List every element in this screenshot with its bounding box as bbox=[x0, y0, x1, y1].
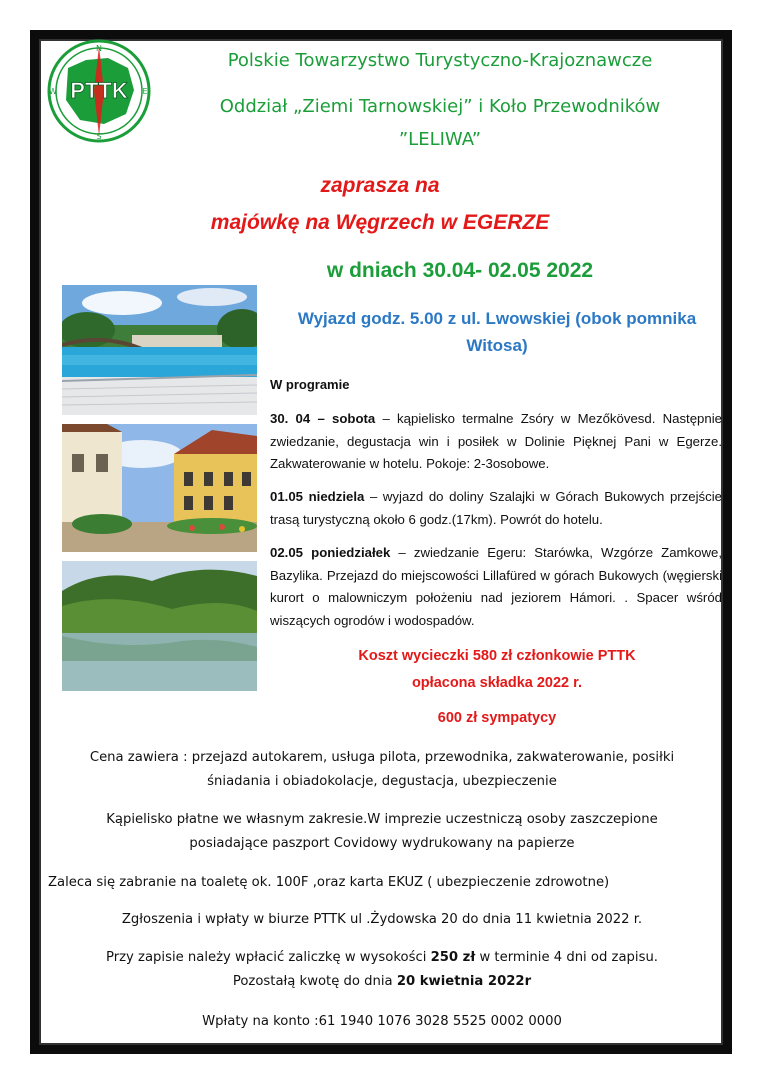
includes-line1: Cena zawiera : przejazd autokarem, usługa pilota, przewodnika, zakwaterowanie, posiłki bbox=[89, 750, 675, 765]
svg-text:N: N bbox=[96, 44, 102, 53]
includes-line2: śniadania i obiadokolacje, degustacja, ubezpieczenie bbox=[207, 774, 557, 789]
deposit-info bbox=[44, 946, 720, 994]
program-day-3 bbox=[270, 542, 722, 632]
logo-text: PTTK bbox=[70, 78, 128, 103]
pool-info bbox=[44, 808, 720, 856]
pool-line2: posiadające paszport Covidowy wydrukowany na papierze bbox=[189, 836, 575, 851]
lake-forest-photo bbox=[62, 561, 257, 691]
pool-line1: Kąpielisko płatne we własnym zakresie.W imprezie uczestniczą osoby zaszczepione bbox=[106, 812, 658, 827]
cost-line2: opłacona składka 2022 r. bbox=[411, 675, 583, 691]
deposit-prefix: Przy zapisie należy wpłacić zaliczkę w wysokości bbox=[105, 950, 431, 965]
deposit-line bbox=[44, 946, 720, 970]
day-2-heading: 01.05 niedziela bbox=[270, 489, 365, 504]
program-day-2 bbox=[270, 486, 722, 531]
remainder-prefix: Pozostałą kwotę do dnia bbox=[232, 974, 397, 989]
day-1-heading: 30. 04 – sobota bbox=[270, 411, 376, 426]
day-3-heading: 02.05 poniedziałek bbox=[270, 545, 391, 560]
day-2-text: – wyjazd do doliny Szalajki w Górach Bukowych przejście trasą turystyczną około 6 godz.(17km). Powrót do hotelu. bbox=[270, 489, 722, 527]
svg-text:E: E bbox=[142, 87, 148, 96]
cost-line1: Koszt wycieczki 580 zł członkowie PTTK bbox=[358, 648, 636, 664]
deposit-amount: 250 zł bbox=[430, 950, 476, 965]
org-branch: Oddział „Ziemi Tarnowskiej” i Koło Przewodników bbox=[219, 96, 661, 117]
departure-line1: Wyjazd godz. 5.00 z ul. Lwowskiej (obok pomnika bbox=[297, 309, 697, 328]
org-name: Polskie Towarzystwo Turystyczno-Krajoznawcze bbox=[227, 50, 653, 71]
thermal-pool-photo bbox=[62, 285, 257, 415]
bank-account: Wpłaty na konto :61 1940 1076 3028 5525 0002 0000 bbox=[202, 1014, 562, 1029]
invitation-line1: zaprasza na bbox=[320, 174, 440, 197]
trip-dates: w dniach 30.04- 02.05 2022 bbox=[326, 259, 594, 282]
departure-info bbox=[272, 305, 722, 359]
price-includes bbox=[44, 746, 720, 794]
org-circle: ”LELIWA” bbox=[398, 129, 482, 150]
eger-buildings-photo bbox=[62, 424, 257, 552]
registration-info: Zgłoszenia i wpłaty w biurze PTTK ul .Żydowska 20 do dnia 11 kwietnia 2022 r. bbox=[121, 912, 643, 927]
cost-members bbox=[282, 643, 712, 697]
remainder-date: 20 kwietnia 2022r bbox=[396, 974, 532, 989]
departure-line2: Witosa) bbox=[466, 336, 528, 355]
day-3-text: – zwiedzanie Egeru: Starówka, Wzgórze Zamkowe, Bazylika. Przejazd do miejscowości Lillafüred w górach Bukowych (węgierski kurort o malowniczym położeniu nad jeziorem Hámori. . Spacer wśród wiszących ogrodów i wodospadów. bbox=[270, 545, 722, 628]
program-label: W programie bbox=[270, 377, 350, 392]
pttk-logo bbox=[46, 38, 152, 144]
svg-text:S: S bbox=[96, 132, 102, 141]
recommendation: Zaleca się zabranie na toaletę ok. 100F ,oraz karta EKUZ ( ubezpieczenie zdrowotne) bbox=[48, 875, 610, 890]
deposit-suffix: w terminie 4 dni od zapisu. bbox=[475, 950, 659, 965]
invitation-title: majówkę na Węgrzech w EGERZE bbox=[210, 211, 550, 234]
remainder-line bbox=[44, 970, 720, 994]
day-1-text: – kąpielisko termalne Zsóry w Mezőkövesd. Następnie zwiedzanie, degustacja win i posiłek w Dolinie Pięknej Pani w Egerze. Zakwaterowanie w hotelu. Pokoje: 2-3osobowe. bbox=[270, 411, 722, 471]
svg-text:W: W bbox=[49, 87, 57, 96]
program-day-1 bbox=[270, 408, 722, 476]
cost-supporters: 600 zł sympatycy bbox=[437, 710, 557, 726]
